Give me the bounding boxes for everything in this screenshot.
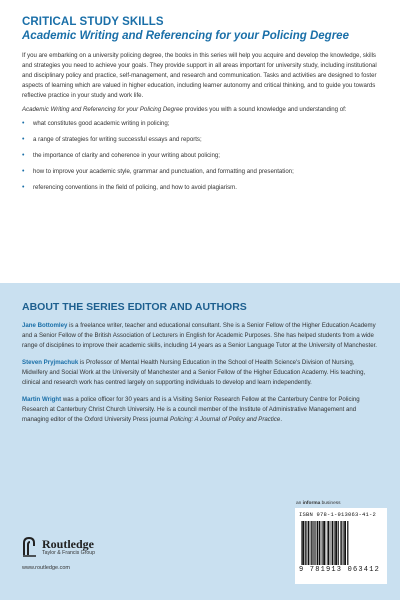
barcode-bars-icon	[299, 521, 383, 565]
barcode-bar	[301, 521, 302, 565]
barcode-bar	[341, 521, 342, 565]
author-name: Jane Bottomley	[22, 322, 68, 329]
journal-title: Policing: A Journal of Policy and Practice	[170, 416, 281, 423]
about-title: ABOUT THE SERIES EDITOR AND AUTHORS	[22, 301, 247, 313]
list-item	[22, 119, 378, 129]
series-title: CRITICAL STUDY SKILLS	[22, 16, 164, 28]
barcode-bar	[312, 521, 313, 565]
informa-logo: informa	[302, 501, 321, 506]
publisher-group: Taylor & Francis Group	[42, 549, 96, 556]
author-bio-text: is Professor of Mental Health Nursing Education in the School of Health Science's Division of Nursing, Midwifery and Social Work at the University of Manchester and a Senior Fellow of the Higher Education Academy. His teaching, clinical and research work has centred largely on supporting individuals to develop and learn independently.	[22, 359, 366, 386]
barcode-bar	[322, 521, 323, 565]
author-bio	[22, 321, 378, 351]
barcode-bar	[315, 521, 316, 565]
bullet-icon: •	[22, 184, 25, 191]
intro-paragraph-2-text: provides you with a sound knowledge and understanding of:	[182, 106, 347, 113]
intro-paragraph-2	[22, 105, 378, 115]
author-bio-text: is a freelance writer, teacher and educational consultant. She is a Senior Fellow of the Higher Education Academy and a Senior Fellow of the British Association of Lecturers in English for Academic Purposes. She has helped students from a wide range of disciplines to improve their academic skills, including 14 years as a Senior Language Tutor at the University of Manchester.	[22, 322, 377, 349]
topic-list	[22, 119, 378, 193]
barcode-bar	[317, 521, 319, 565]
list-item-text: what constitutes good academic writing in policing;	[33, 120, 170, 127]
barcode-bar	[344, 521, 346, 565]
barcode-bar	[347, 521, 348, 565]
barcode-bar	[334, 521, 335, 565]
bullet-icon: •	[22, 120, 25, 127]
intro-paragraph: If you are embarking on a university policing degree, the books in this series will help you acquire and develop the knowledge, skills and strategies you need to achieve your goals. They provide support in all areas important for university study, including institutional and disciplinary policy and practice, self-management, and research and communication. Tasks and activities are designed to foster aspects of learning which are valued in higher education, including learner autonomy and critical thinking, and to guide you towards reflective practice in your study and work life.	[22, 52, 377, 99]
barcode-bar	[338, 521, 339, 565]
barcode-bar	[314, 521, 315, 565]
routledge-logo-icon	[22, 537, 38, 557]
barcode-bar	[343, 521, 344, 565]
barcode-bar	[330, 521, 331, 565]
barcode-bar	[319, 521, 320, 565]
barcode-bar	[323, 521, 325, 565]
book-title: Academic Writing and Referencing for your Policing Degree	[22, 30, 349, 42]
barcode-bar	[321, 521, 322, 565]
author-name: Martin Wright	[22, 396, 62, 403]
informa-tag: an informa business	[296, 501, 341, 506]
list-item-text: the importance of clarity and coherence in your writing about policing;	[33, 152, 220, 159]
barcode-bar	[308, 521, 310, 565]
barcode-bar	[335, 521, 337, 565]
list-item-text: how to improve your academic style, grammar and punctuation, and formatting and presentation;	[33, 168, 294, 175]
isbn-text: ISBN 978-1-913063-41-2	[299, 511, 377, 518]
barcode-bar	[311, 521, 312, 565]
list-item	[22, 167, 378, 177]
bullet-icon: •	[22, 168, 25, 175]
list-item-text: referencing conventions in the field of policing, and how to avoid plagiarism.	[33, 184, 237, 191]
publisher-logo	[22, 537, 95, 557]
list-item	[22, 183, 378, 193]
barcode-bar	[306, 521, 307, 565]
author-bio	[22, 358, 378, 388]
barcode-bar	[327, 521, 329, 565]
ean-number: 9 781913 063412	[299, 566, 381, 574]
publisher-website: www.routledge.com	[22, 565, 70, 571]
barcode-bar	[326, 521, 327, 565]
bullet-icon: •	[22, 152, 25, 159]
book-title-inline: Academic Writing and Referencing for your Policing Degree	[22, 106, 183, 113]
publisher-name: Routledge	[42, 536, 94, 551]
list-item	[22, 135, 378, 145]
barcode-bar	[302, 521, 304, 565]
barcode-bar	[332, 521, 334, 565]
barcode-bar	[340, 521, 341, 565]
list-item	[22, 151, 378, 161]
author-bio-text: was a police officer for 30 years and is a Visiting Senior Research Fellow at the Canterbury Centre for Policing Research at Canterbury Christ Church University. He is a council member of the Institute of Administrative Management and managing editor of the Oxford University Press journal	[22, 396, 360, 423]
description-section	[0, 0, 400, 283]
author-bio	[22, 395, 378, 425]
bullet-icon: •	[22, 136, 25, 143]
author-name: Steven Pryjmachuk	[22, 359, 79, 366]
list-item-text: a range of strategies for writing successful essays and reports;	[33, 136, 202, 143]
author-bio-end: .	[280, 416, 283, 423]
barcode-bar	[305, 521, 306, 565]
barcode	[295, 508, 387, 584]
